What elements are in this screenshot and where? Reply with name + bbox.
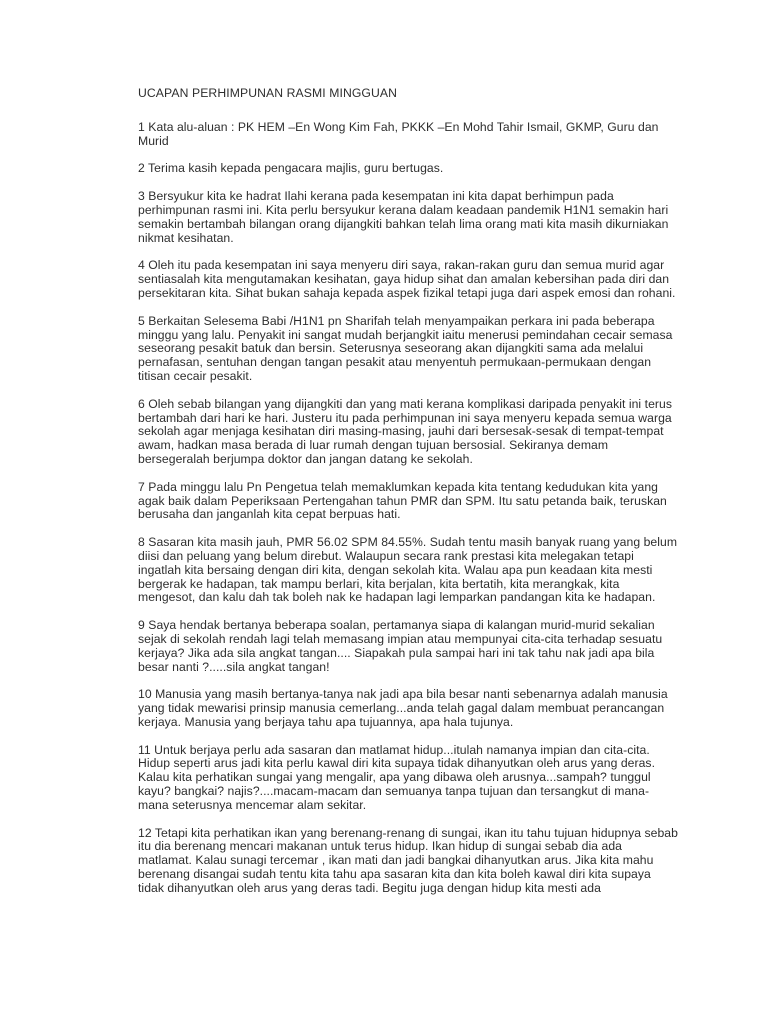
paragraph-2: 2 Terima kasih kepada pengacara majlis, guru bertugas. <box>138 161 444 176</box>
document-body <box>138 87 678 910</box>
paragraph-12: 12 Tetapi kita perhatikan ikan yang berenang-renang di sungai, ikan itu tahu tujuan hidupnya sebab itu dia berenang mencari makanan untuk terus hidup. Ikan hidup di sungai sebab dia ada matlamat. Kalau sunagi tercemar , ikan mati dan jadi bangkai dihanyutkan arus. Jika kita mahu berenang disangai sudah tentu kita tahu apa sasaran kita dan kita boleh kawal diri kita supaya tidak dihanyutkan oleh arus yang deras tadi. Begitu juga dengan hidup kita mesti ada <box>138 825 678 895</box>
paragraph-9: 9 Saya hendak bertanya beberapa soalan, pertamanya siapa di kalangan murid-murid sekalian sejak di sekolah rendah lagi telah memasang impian atau mempunyai cita-cita terhadap sesuatu kerjaya? Jika ada sila angkat tangan.... Siapakah pula sampai hari ini tak tahu nak jadi apa bila besar nanti ?.....sila angkat tangan! <box>138 618 663 674</box>
paragraph-10: 10 Manusia yang masih bertanya-tanya nak jadi apa bila besar nanti sebenarnya adalah manusia yang tidak mewarisi prinsip manusia cemerlang...anda telah gagal dalam membuat perancangan kerjaya. Manusia yang berjaya tahu apa tujuannya, apa hala tujunya. <box>138 687 668 729</box>
paragraph-6: 6 Oleh sebab bilangan yang dijangkiti dan yang mati kerana komplikasi daripada penyakit ini terus bertambah dari hari ke hari. Justeru itu pada perhimpunan ini saya menyeru kepada semua warga sekolah agar menjaga kesihatan diri masing-masing, jauhi dari bersesak-sesak di tempat-tempat awam, hadkan masa berada di luar rumah dengan tujuan bersosial. Sekiranya demam bersegeralah berjumpa doktor dan jangan datang ke sekolah. <box>138 396 672 466</box>
paragraph-11: 11 Untuk berjaya perlu ada sasaran dan matlamat hidup...itulah namanya impian dan cita-cita. Hidup seperti arus jadi kita perlu kawal diri kita supaya tidak dihanyutkan oleh arus yang deras. Kalau kita perhatikan sungai yang mengalir, apa yang dibawa oleh arusnya...sampah? tunggul kayu? bangkai? najis?....macam-macam dan semuanya tanpa tujuan dan tersangkut di mana-mana seterusnya mencemar alam sekitar. <box>138 742 656 812</box>
paragraph-4: 4 Oleh itu pada kesempatan ini saya menyeru diri saya, rakan-rakan guru dan semua murid agar sentiasalah kita mengutamakan kesihatan, gaya hidup sihat dan amalan kebersihan pada diri dan persekitaran kita. Sihat bukan sahaja kepada aspek fizikal tetapi juga dari aspek emosi dan rohani. <box>138 258 676 300</box>
document-title: UCAPAN PERHIMPUNAN RASMI MINGGUAN <box>138 86 398 100</box>
paragraph-3: 3 Bersyukur kita ke hadrat Ilahi kerana pada kesempatan ini kita dapat berhimpun pada perhimpunan rasmi ini. Kita perlu bersyukur kerana dalam keadaan pandemik H1N1 semakin hari semakin bertambah bilangan orang dijangkiti bahkan telah lima orang mati kita masih dikurniakan nikmat kesihatan. <box>138 189 669 245</box>
paragraph-1: 1 Kata alu-aluan : PK HEM –En Wong Kim Fah, PKKK –En Mohd Tahir Ismail, GKMP, Guru dan Murid <box>138 119 659 148</box>
paragraph-7: 7 Pada minggu lalu Pn Pengetua telah memaklumkan kepada kita tentang kedudukan kita yang agak baik dalam Peperiksaan Pertengahan tahun PMR dan SPM. Itu satu petanda baik, teruskan berusaha dan janganlah kita cepat berpuas hati. <box>138 479 667 522</box>
paragraph-8: 8 Sasaran kita masih jauh, PMR 56.02 SPM 84.55%. Sudah tentu masih banyak ruang yang belum diisi dan peluang yang belum direbut. Walaupun secara rank prestasi kita melegakan tetapi ingatlah kita bersaing dengan diri kita, dengan sekolah kita. Walau apa pun keadaan kita mesti bergerak ke hadapan, tak mampu berlari, kita berjalan, kita bertatih, kita merangkak, kita mengesot, dan kalu dah tak boleh nak ke hadapan lagi lemparkan pandangan kita ke hadapan. <box>138 535 678 605</box>
paragraph-5: 5 Berkaitan Selesema Babi /H1N1 pn Sharifah telah menyampaikan perkara ini pada beberapa minggu yang lalu. Penyakit ini sangat mudah berjangkit iaitu menerusi pemindahan cecair semasa seseorang pesakit batuk dan bersin. Seterusnya seseorang akan dijangkiti sama ada melalui pernafasan, sentuhan dengan tangan pesakit atau menyentuh permukaan-permukaan dengan titisan cecair pesakit. <box>138 313 673 383</box>
